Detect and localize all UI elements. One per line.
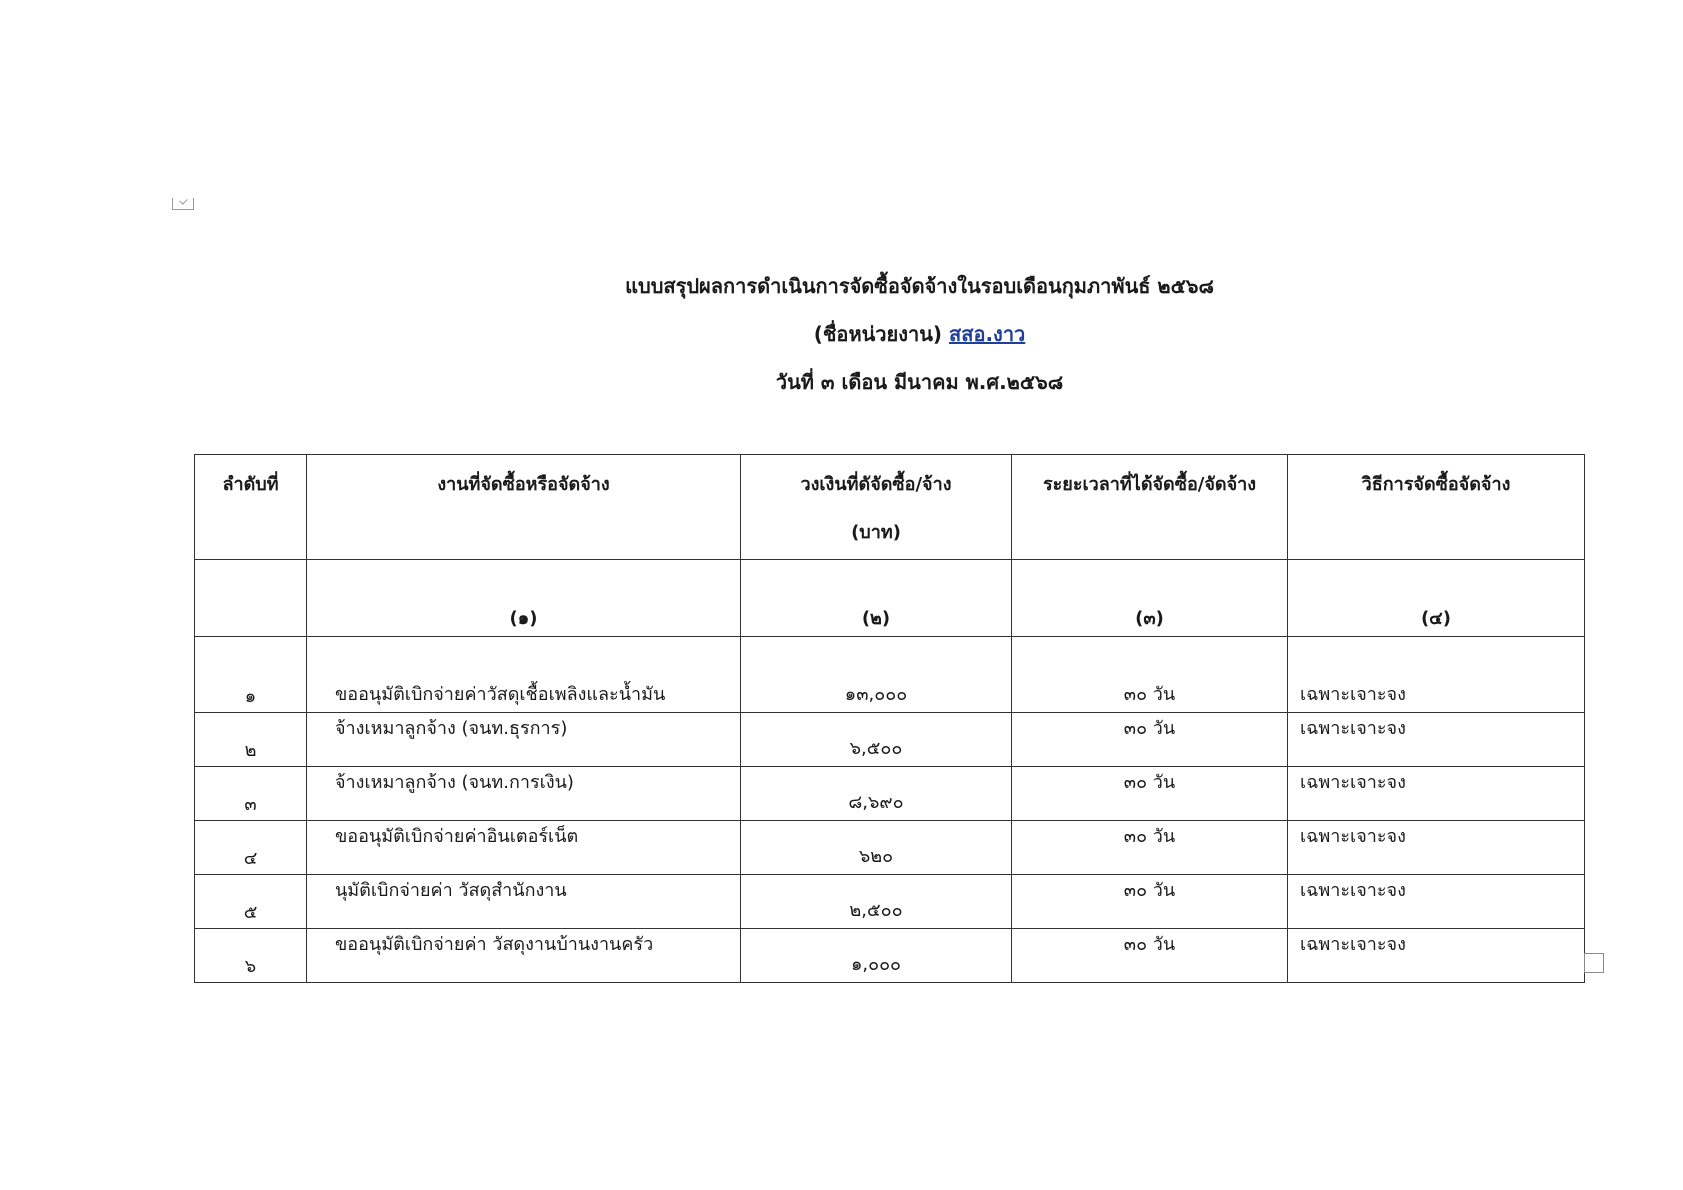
row-method: เฉพาะเจาะจง bbox=[1288, 875, 1585, 929]
row-amount: ๒,๕๐๐ bbox=[741, 875, 1012, 929]
row-number: ๒ bbox=[195, 713, 307, 767]
header-amount-line1: วงเงินที่ดัจัดซื้อ/จ้าง bbox=[800, 474, 952, 495]
row-number: ๔ bbox=[195, 821, 307, 875]
row-amount: ๖,๕๐๐ bbox=[741, 713, 1012, 767]
row-task: ขออนุมัติเบิกจ่ายค่าวัสดุเชื้อเพลิงและน้ำมัน bbox=[307, 637, 741, 713]
row-task: ขออนุมัติเบิกจ่ายค่า วัสดุงานบ้านงานครัว bbox=[307, 929, 741, 983]
row-task: ขออนุมัติเบิกจ่ายค่าอินเตอร์เน็ต bbox=[307, 821, 741, 875]
row-period: ๓๐ วัน bbox=[1012, 875, 1288, 929]
row-period: ๓๐ วัน bbox=[1012, 767, 1288, 821]
row-period: ๓๐ วัน bbox=[1012, 713, 1288, 767]
row-method: เฉพาะเจาะจง bbox=[1288, 637, 1585, 713]
procurement-summary-table bbox=[194, 454, 1585, 983]
row-task: จ้างเหมาลูกจ้าง (จนท.ธุรการ) bbox=[307, 713, 741, 767]
row-method: เฉพาะเจาะจง bbox=[1288, 767, 1585, 821]
colnum-task: (๑) bbox=[307, 560, 741, 637]
table-row bbox=[195, 875, 1585, 929]
colnum-no bbox=[195, 560, 307, 637]
row-number: ๓ bbox=[195, 767, 307, 821]
row-amount: ๖๒๐ bbox=[741, 821, 1012, 875]
row-number: ๖ bbox=[195, 929, 307, 983]
column-number-row bbox=[195, 560, 1585, 637]
colnum-period: (๓) bbox=[1012, 560, 1288, 637]
row-number: ๑ bbox=[195, 637, 307, 713]
table-header-row bbox=[195, 455, 1585, 560]
header-method: วิธีการจัดซื้อจัดจ้าง bbox=[1288, 455, 1585, 560]
table-row bbox=[195, 929, 1585, 983]
row-amount: ๑,๐๐๐ bbox=[741, 929, 1012, 983]
row-method: เฉพาะเจาะจง bbox=[1288, 821, 1585, 875]
colnum-amount: (๒) bbox=[741, 560, 1012, 637]
header-period: ระยะเวลาที่ได้จัดซื้อ/จัดจ้าง bbox=[1012, 455, 1288, 560]
row-method: เฉพาะเจาะจง bbox=[1288, 929, 1585, 983]
table-row bbox=[195, 821, 1585, 875]
agency-label: (ชื่อหน่วยงาน) bbox=[813, 322, 950, 346]
object-anchor-icon bbox=[172, 198, 194, 210]
table-row bbox=[195, 767, 1585, 821]
table-row bbox=[195, 637, 1585, 713]
header-no: ลำดับที่ bbox=[195, 455, 307, 560]
table-resize-handle[interactable] bbox=[1584, 953, 1604, 973]
row-period: ๓๐ วัน bbox=[1012, 637, 1288, 713]
row-task: นุมัติเบิกจ่ายค่า วัสดุสำนักงาน bbox=[307, 875, 741, 929]
header-amount bbox=[741, 455, 1012, 560]
row-task: จ้างเหมาลูกจ้าง (จนท.การเงิน) bbox=[307, 767, 741, 821]
row-amount: ๘,๖๙๐ bbox=[741, 767, 1012, 821]
document-title: แบบสรุปผลการดำเนินการจัดซื้อจัดจ้างในรอบเดือนกุมภาพันธ์ ๒๕๖๘ bbox=[625, 274, 1214, 298]
document-title-block bbox=[78, 268, 1683, 412]
agency-line bbox=[78, 316, 1683, 364]
row-period: ๓๐ วัน bbox=[1012, 821, 1288, 875]
document-date: วันที่ ๓ เดือน มีนาคม พ.ศ.๒๕๖๘ bbox=[775, 370, 1064, 394]
agency-name: สสอ.งาว bbox=[949, 322, 1026, 346]
row-method: เฉพาะเจาะจง bbox=[1288, 713, 1585, 767]
row-number: ๕ bbox=[195, 875, 307, 929]
table-row bbox=[195, 713, 1585, 767]
header-task: งานที่จัดซื้อหรือจัดจ้าง bbox=[307, 455, 741, 560]
row-amount: ๑๓,๐๐๐ bbox=[741, 637, 1012, 713]
header-amount-line2: (บาท) bbox=[851, 522, 901, 543]
colnum-method: (๔) bbox=[1288, 560, 1585, 637]
row-period: ๓๐ วัน bbox=[1012, 929, 1288, 983]
